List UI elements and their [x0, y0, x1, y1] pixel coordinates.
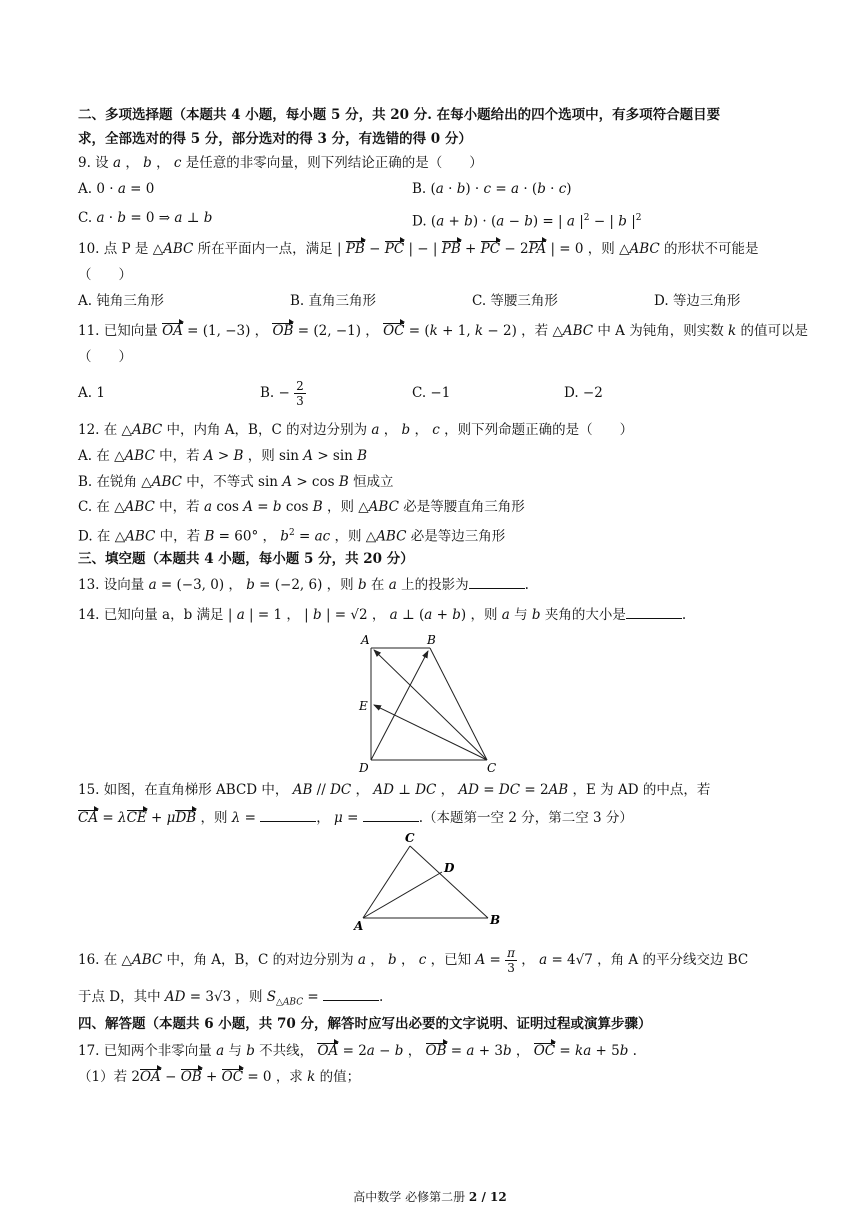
q9-stem: 9. 设 a ， b ， c 是任意的非零向量，则下列结论正确的是（ ）: [78, 155, 483, 171]
q10-stem: 10. 点 P 是 △ABC 所在平面内一点，满足 | PB − PC | − | PB + PC − 2PA | = 0 ，则 △ABC 的形状不可能是: [78, 241, 759, 257]
q11-option-b: B. − $\frac{2}{3}$: [260, 379, 304, 408]
q11-option-a: A. 1: [78, 385, 105, 401]
page-footer: [0, 1188, 860, 1205]
section3-header: 三、填空题（本题共 4 小题，每小题 5 分，共 20 分）: [78, 551, 414, 567]
q10-option-b: B. 直角三角形: [290, 293, 377, 309]
q11-stem: 11. 已知向量 OA = (1, −3) ， OB = (2, −1) ， OC = (k + 1, k − 2) ，若 △ABC 中 A 为钝角，则实数 k 的值可以是: [78, 323, 809, 339]
q16-line2: 于点 D，其中 AD = 3√3 ，则 $S_{\triangle ABC}$ = .: [78, 989, 384, 1008]
section2-header-line1: 二、多项选择题（本题共 4 小题，每小题 5 分，共 20 分. 在每小题给出的四个选项中，有多项符合题目要: [78, 107, 721, 123]
q15-stem: 15. 如图，在直角梯形 ABCD 中， AB // DC ， AD ⊥ DC ， AD = DC = 2AB ，E 为 AD 的中点，若: [78, 782, 711, 798]
q12-option-a: A. 在 △ABC 中，若 A > B ，则 sin A > sin B: [78, 448, 368, 464]
q17-stem: 17. 已知两个非零向量 a 与 b 不共线， OA = 2a − b ， OB = a + 3b ， OC = ka + 5b .: [78, 1043, 637, 1059]
q12-option-c: C. 在 △ABC 中，若 a cos A = b cos B ，则 △ABC 必是等腰直角三角形: [78, 499, 525, 515]
q12-option-b: B. 在锐角 △ABC 中，不等式 sin A > cos B 恒成立: [78, 474, 394, 490]
q10-option-a: A. 钝角三角形: [78, 293, 164, 309]
q9-option-c: C. a · b = 0 ⇒ a ⊥ b: [78, 210, 213, 226]
section2-header-line2: 求，全部选对的得 5 分，部分选对的得 3 分，有选错的得 0 分）: [78, 131, 472, 147]
fig15-label-e: E: [359, 699, 368, 713]
q11-option-c: C. −1: [412, 385, 451, 401]
q9-option-b: B. (a · b) · c = a · (b · c): [412, 181, 572, 197]
fig15-label-b: B: [427, 633, 436, 647]
q13-stem: 13. 设向量 a = (−3, 0) ， b = (−2, 6) ，则 b 在 a 上的投影为 .: [78, 577, 529, 593]
q17-part1: （1）若 2OA − OB + OC = 0 ，求 k 的值；: [78, 1069, 361, 1085]
fig16-label-c: C: [405, 831, 415, 845]
q10-option-d: D. 等边三角形: [654, 293, 741, 309]
fig15-label-d: D: [359, 761, 369, 775]
q9-option-d: D. (a + b) · (a − b) = | a $|^2$ − | b $|^2$: [412, 213, 642, 230]
q16-stem: 16. 在 △ABC 中，角 A，B，C 的对边分别为 a ， b ， c ，已知 A = $\frac{\pi}{3}$ ， a = 4√7 ，角 A 的平分线交边 BC: [78, 946, 749, 975]
q11-paren: （ ）: [78, 349, 132, 365]
fig16-label-b: B: [490, 913, 501, 927]
q15-trapezoid-figure: [355, 630, 505, 775]
q12-option-d: D. 在 △ABC 中，若 B = 60° ， $b^2$ = ac ，则 △ABC 必是等边三角形: [78, 528, 506, 545]
section4-header: 四、解答题（本题共 6 小题，共 70 分，解答时应写出必要的文字说明、证明过程或演算步骤）: [78, 1016, 652, 1032]
q10-paren: （ ）: [78, 267, 132, 283]
fig15-label-c: C: [487, 761, 497, 775]
fig16-label-d: D: [444, 861, 455, 875]
q10-option-c: C. 等腰三角形: [472, 293, 558, 309]
q15-line2: CA = λCE + μDB ，则 λ = ， μ = .（本题第一空 2 分，第二空 3 分）: [78, 810, 633, 826]
page-number: 2 / 12: [468, 1190, 507, 1204]
q12-stem: 12. 在 △ABC 中，内角 A，B，C 的对边分别为 a ， b ， c ，则下列命题正确的是（ ）: [78, 422, 634, 438]
footer-title: 高中数学 必修第二册: [353, 1190, 466, 1204]
fig15-label-a: A: [361, 633, 370, 647]
q9-option-a: A. 0 · a = 0: [78, 181, 155, 197]
q16-triangle-figure: [350, 830, 510, 935]
q11-option-d: D. −2: [564, 385, 603, 401]
q14-stem: 14. 已知向量 a，b 满足 | a | = 1 ， | b | = √2 ， a ⊥ (a + b) ，则 a 与 b 夹角的大小是 .: [78, 607, 687, 623]
fig16-label-a: A: [354, 919, 364, 933]
